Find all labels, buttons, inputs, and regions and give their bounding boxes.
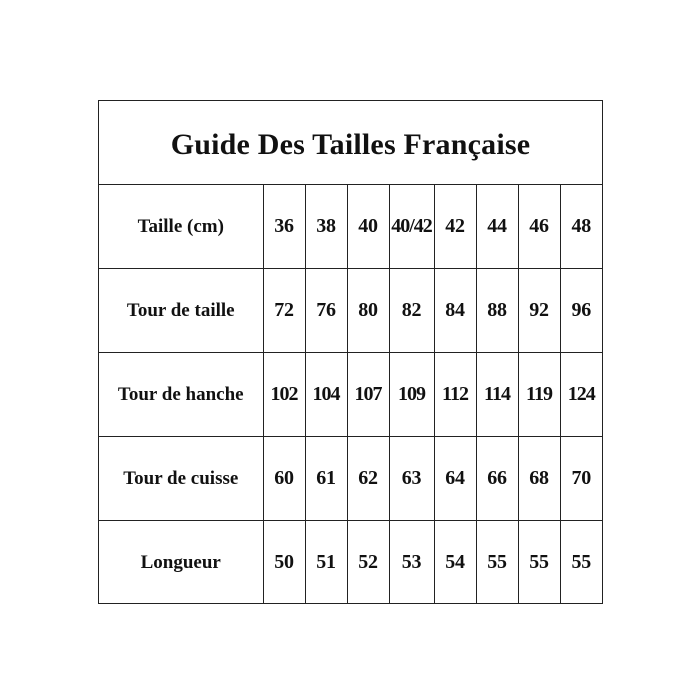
size-value-cell: 66 — [476, 437, 518, 521]
size-value-cell: 68 — [518, 437, 560, 521]
size-value-cell: 119 — [518, 353, 560, 437]
size-value-cell: 40/42 — [389, 185, 434, 269]
size-value-cell: 70 — [560, 437, 602, 521]
size-value-cell: 55 — [518, 521, 560, 605]
size-value-cell: 112 — [434, 353, 476, 437]
size-value-cell: 114 — [476, 353, 518, 437]
size-value-cell: 107 — [347, 353, 389, 437]
size-value-cell: 104 — [305, 353, 347, 437]
size-value-cell: 36 — [263, 185, 305, 269]
size-value-cell: 40 — [347, 185, 389, 269]
row-taille — [99, 185, 602, 269]
size-value-cell: 76 — [305, 269, 347, 353]
size-value-cell: 80 — [347, 269, 389, 353]
size-value-cell: 52 — [347, 521, 389, 605]
size-value-cell: 64 — [434, 437, 476, 521]
size-value-cell: 124 — [560, 353, 602, 437]
row-tour-de-cuisse — [99, 437, 602, 521]
size-value-cell: 46 — [518, 185, 560, 269]
row-label: Tour de hanche — [99, 353, 263, 437]
row-label: Taille (cm) — [99, 185, 263, 269]
row-tour-de-taille — [99, 269, 602, 353]
size-value-cell: 82 — [389, 269, 434, 353]
size-value-cell: 55 — [476, 521, 518, 605]
size-guide-table — [98, 100, 603, 604]
size-value-cell: 53 — [389, 521, 434, 605]
size-value-cell: 62 — [347, 437, 389, 521]
size-value-cell: 42 — [434, 185, 476, 269]
size-value-cell: 44 — [476, 185, 518, 269]
size-value-cell: 54 — [434, 521, 476, 605]
row-tour-de-hanche — [99, 353, 602, 437]
size-value-cell: 51 — [305, 521, 347, 605]
row-label: Tour de cuisse — [99, 437, 263, 521]
row-longueur — [99, 521, 602, 605]
size-value-cell: 72 — [263, 269, 305, 353]
page-title: Guide Des Tailles Française — [99, 101, 602, 185]
size-value-cell: 55 — [560, 521, 602, 605]
size-value-cell: 88 — [476, 269, 518, 353]
size-value-cell: 48 — [560, 185, 602, 269]
size-value-cell: 61 — [305, 437, 347, 521]
size-value-cell: 60 — [263, 437, 305, 521]
size-value-cell: 63 — [389, 437, 434, 521]
size-table — [99, 185, 602, 604]
size-value-cell: 38 — [305, 185, 347, 269]
size-value-cell: 96 — [560, 269, 602, 353]
size-value-cell: 102 — [263, 353, 305, 437]
size-value-cell: 84 — [434, 269, 476, 353]
size-value-cell: 50 — [263, 521, 305, 605]
row-label: Longueur — [99, 521, 263, 605]
row-label: Tour de taille — [99, 269, 263, 353]
size-value-cell: 109 — [389, 353, 434, 437]
size-value-cell: 92 — [518, 269, 560, 353]
